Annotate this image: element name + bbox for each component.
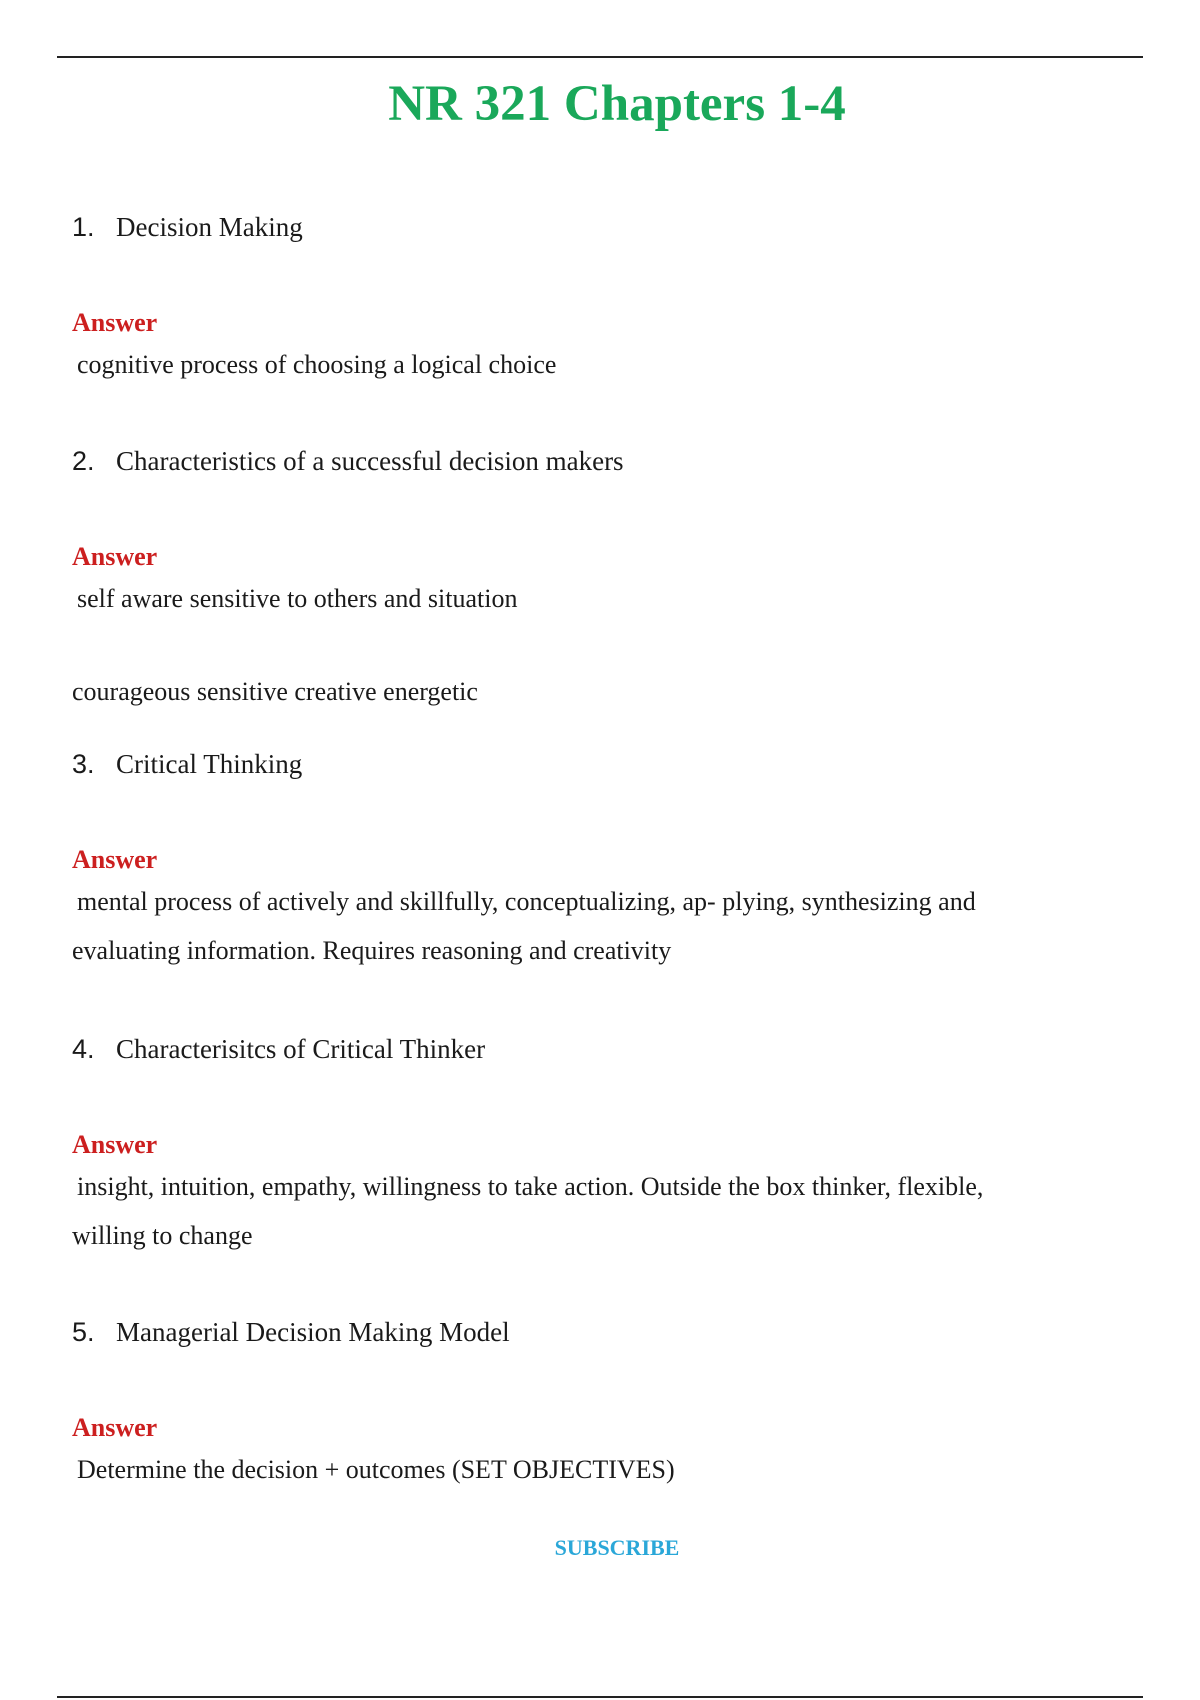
answer-line: Determine the decision + outcomes (SET OBJECTIVES): [77, 1455, 675, 1484]
answer-label: Answer: [72, 308, 158, 337]
answer-line: evaluating information. Requires reasoning and creativity: [72, 936, 672, 965]
qa-item-1: [72, 210, 1082, 379]
answer-text: [72, 1162, 1082, 1260]
answer-line: mental process of actively and skillfully, conceptualizing, ap- plying, synthesizing and: [77, 887, 976, 916]
answer-text: [72, 877, 1082, 975]
answer-line: self aware sensitive to others and situation: [77, 584, 518, 613]
question-number: 3.: [72, 749, 95, 779]
answer-line: insight, intuition, empathy, willingness to take action. Outside the box thinker, flexible,: [77, 1172, 984, 1201]
question-row: [72, 210, 1082, 244]
question-row: [72, 1032, 1082, 1066]
question-number: 4.: [72, 1034, 95, 1064]
answer-text: [72, 340, 1082, 389]
qa-item-5: [72, 1315, 1082, 1484]
question-row: [72, 444, 1082, 478]
question-number: 5.: [72, 1317, 95, 1347]
qa-item-4: [72, 1032, 1082, 1250]
answer-line: cognitive process of choosing a logical choice: [77, 350, 557, 379]
answer-label: Answer: [72, 1413, 158, 1442]
question-row: [72, 747, 1082, 781]
question-text: Critical Thinking: [116, 749, 303, 779]
qa-item-3: [72, 747, 1082, 965]
answer-line: willing to change: [72, 1221, 253, 1250]
question-text: Characterisitcs of Critical Thinker: [116, 1034, 486, 1064]
answer-text: [72, 1445, 1082, 1494]
page-title: NR 321 Chapters 1-4: [388, 76, 846, 132]
subscribe-link[interactable]: SUBSCRIBE: [554, 1535, 680, 1560]
question-number: 2.: [72, 446, 95, 476]
answer-text: [72, 574, 1082, 623]
bottom-rule: [57, 1696, 1143, 1698]
answer-extra-line: courageous sensitive creative energetic: [72, 677, 478, 706]
question-text: Characteristics of a successful decision makers: [116, 446, 624, 476]
answer-label: Answer: [72, 845, 158, 874]
question-number: 1.: [72, 212, 95, 242]
question-text: Managerial Decision Making Model: [116, 1317, 510, 1347]
question-row: [72, 1315, 1082, 1349]
answer-label: Answer: [72, 1130, 158, 1159]
question-text: Decision Making: [116, 212, 303, 242]
top-rule: [57, 56, 1143, 58]
qa-item-2: [72, 444, 1082, 706]
answer-label: Answer: [72, 542, 158, 571]
